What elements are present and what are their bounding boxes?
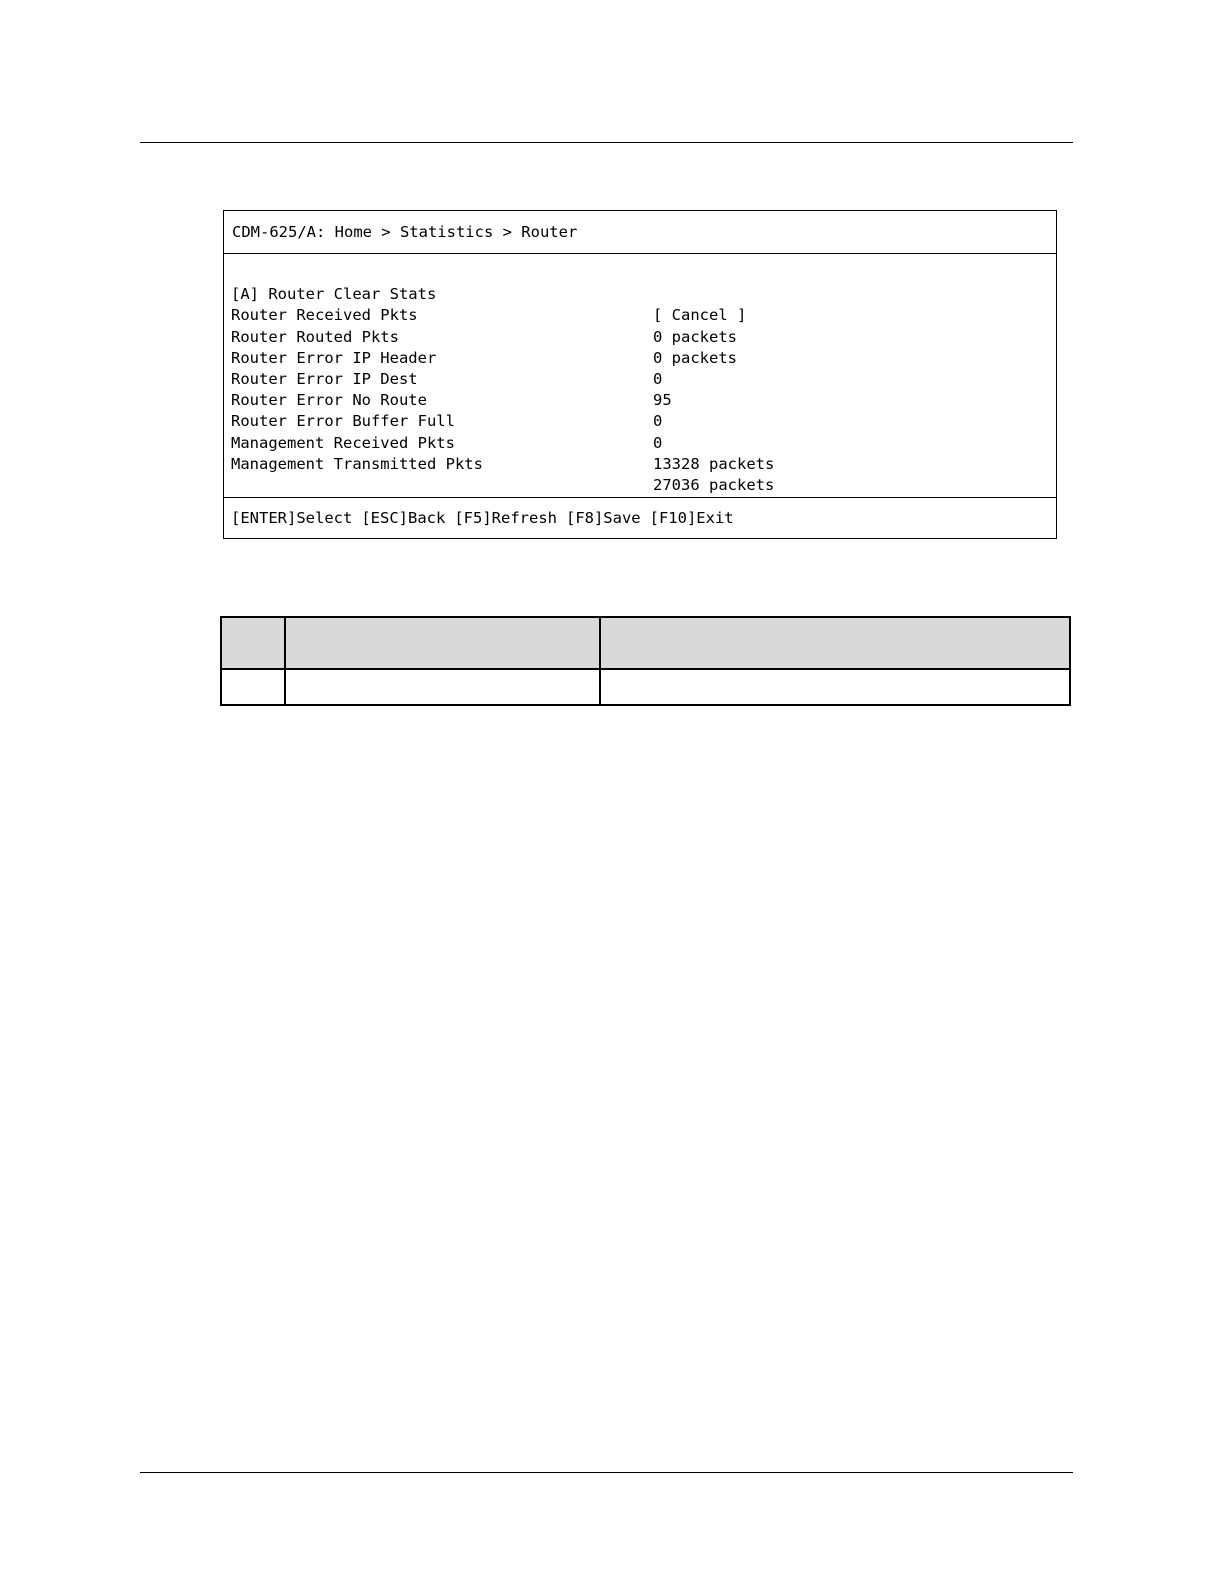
enter-select-key[interactable]: [ENTER]Select: [231, 509, 353, 527]
row-value: 95: [653, 391, 672, 410]
row-value: 0 packets: [653, 348, 737, 367]
key-hint-bar: [224, 498, 1056, 538]
cancel-option[interactable]: [ Cancel ]: [653, 306, 747, 325]
row-label: Router Error No Route: [231, 391, 427, 410]
table-cell: [600, 669, 1070, 705]
table-cell: [285, 669, 600, 705]
f8-save-key[interactable]: [F8]Save: [565, 509, 641, 527]
row-label: Management Received Pkts: [231, 433, 455, 452]
row-value: 13328 packets: [653, 454, 775, 473]
row-value: 0: [653, 412, 663, 431]
footer-rule: [140, 1472, 1073, 1473]
row-label: Router Error IP Dest: [231, 369, 418, 388]
table-row: [221, 669, 1070, 705]
header-rule: [140, 142, 1073, 143]
header-cell: [221, 617, 285, 669]
row-label: Router Error IP Header: [231, 348, 437, 367]
row-label: Router Routed Pkts: [231, 327, 399, 346]
row-label: Router Received Pkts: [231, 306, 418, 325]
header-cell: [285, 617, 600, 669]
table-header-row: [221, 617, 1070, 669]
esc-back-key[interactable]: [ESC]Back: [361, 509, 446, 527]
f10-exit-key[interactable]: [F10]Exit: [649, 509, 734, 527]
row-label: [A] Router Clear Stats: [231, 285, 437, 304]
row-label: Router Error Buffer Full: [231, 412, 455, 431]
terminal-window: [223, 210, 1057, 539]
table-cell: [221, 669, 285, 705]
row-label: Management Transmitted Pkts: [231, 454, 483, 473]
row-value: 0: [653, 369, 663, 388]
row-value: 0 packets: [653, 327, 737, 346]
description-table: [220, 616, 1071, 706]
row-value: 0: [653, 433, 663, 452]
f5-refresh-key[interactable]: [F5]Refresh: [454, 509, 557, 527]
statistics-list: [224, 254, 1056, 498]
row-value: 27036 packets: [653, 475, 775, 494]
header-cell: [600, 617, 1070, 669]
breadcrumb: CDM-625/A: Home > Statistics > Router: [224, 211, 1056, 254]
